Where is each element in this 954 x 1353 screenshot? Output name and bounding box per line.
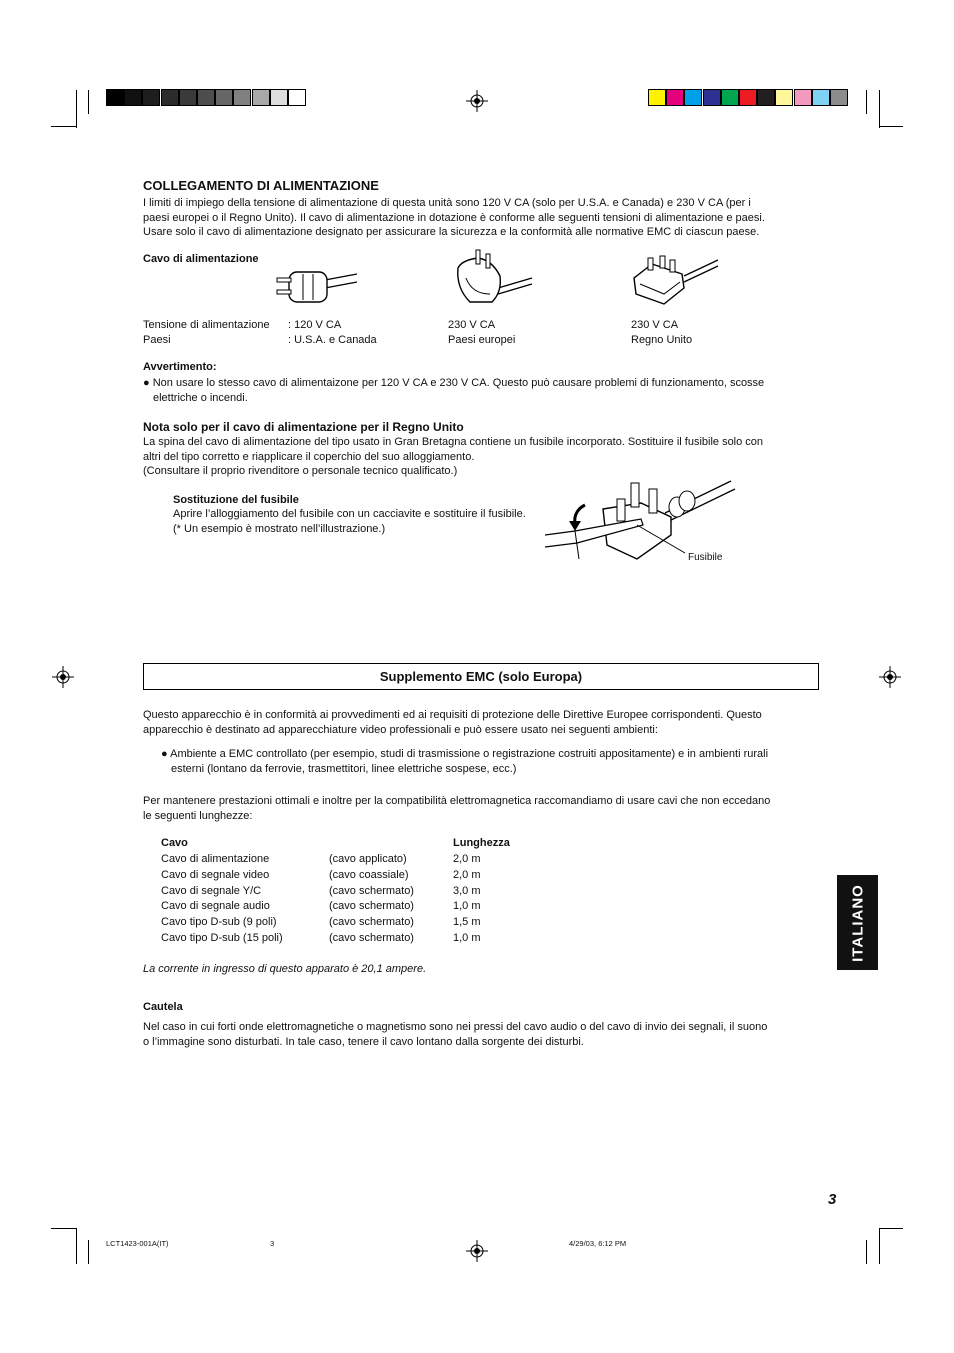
color-swatch	[739, 89, 757, 106]
footer-page: 3	[270, 1239, 275, 1248]
table-cell-cable: Cavo di segnale Y/C	[161, 884, 262, 897]
table-cell-cable: Cavo tipo D-sub (15 poli)	[161, 932, 283, 944]
fuse-text	[173, 507, 563, 536]
color-swatch	[812, 89, 830, 106]
plug-voltage: : 120 V CA	[288, 319, 342, 331]
uk-note-heading: Nota solo per il cavo di alimentazione per il Regno Unito	[143, 420, 464, 434]
text-line: le seguenti lunghezze:	[143, 809, 253, 822]
color-swatch	[124, 89, 142, 106]
table-cell-type: (cavo schermato)	[329, 884, 414, 897]
text-line: Aprire l’alloggiamento del fusibile con un cacciavite e sostituire il fusibile.	[173, 508, 526, 520]
uk-plug-icon	[630, 254, 720, 306]
emc-title-box	[143, 663, 819, 690]
text-line: (* Un esempio è mostrato nell’illustrazione.)	[173, 522, 386, 535]
table-header-cable: Cavo	[161, 837, 188, 849]
eu-plug-icon	[452, 248, 534, 308]
color-swatch	[666, 89, 684, 106]
text-line: esterni (lontano da ferrovie, trasmettitori, linee elettriche sospese, ecc.)	[171, 762, 517, 775]
color-swatch	[830, 89, 848, 106]
voltage-label: Tensione di alimentazione	[143, 319, 270, 331]
fuse-heading: Sostituzione del fusibile	[173, 494, 299, 506]
current-note: La corrente in ingresso di questo apparato è 20,1 ampere.	[143, 963, 427, 975]
plug-voltage: 230 V CA	[631, 319, 679, 331]
color-swatch	[233, 89, 251, 106]
color-swatch	[288, 89, 306, 106]
table-cell-length: 1,5 m	[453, 916, 481, 929]
color-swatch	[270, 89, 288, 106]
bullet-icon: ●	[143, 377, 150, 389]
language-tab-label: ITALIANO	[849, 883, 866, 962]
registration-mark-icon	[879, 666, 901, 688]
footer-doc-code: LCT1423-001A(IT)	[106, 1239, 169, 1248]
table-cell-cable: Cavo di segnale video	[161, 868, 270, 881]
text-line: Questo apparecchio è in conformità ai provvedimenti ed ai requisiti di protezione delle Direttive Europee corrispondenti. Questo	[143, 709, 762, 721]
color-swatch	[721, 89, 739, 106]
plug-country: Paesi europei	[448, 334, 516, 346]
table-cell-length: 1,0 m	[453, 900, 481, 913]
page-number: 3	[828, 1191, 837, 1208]
text-line: Per mantenere prestazioni ottimali e inoltre per la compatibilità elettromagnetica raccomandiamo di usare cavi che non eccedano	[143, 795, 771, 807]
text-line: Ambiente a EMC controllato (per esempio, studi di trasmissione o registrazione costruiti appositamente) e in ambienti rurali	[170, 748, 769, 760]
caution-heading: Cautela	[143, 1001, 183, 1013]
table-cell-length: 1,0 m	[453, 932, 481, 944]
table-cell-cable: Cavo di segnale audio	[161, 900, 270, 913]
table-cell-type: (cavo applicato)	[329, 853, 407, 865]
plug-country: : U.S.A. e Canada	[288, 334, 377, 346]
text-line: elettriche o incendi.	[153, 391, 248, 404]
color-swatch	[197, 89, 215, 106]
footer-date: 4/29/03, 6:12 PM	[569, 1239, 627, 1248]
country-label: Paesi	[143, 334, 171, 346]
table-cell-type: (cavo coassiale)	[329, 868, 409, 881]
table-cell-cable: Cavo di alimentazione	[161, 853, 270, 865]
plug-voltage: 230 V CA	[448, 319, 496, 331]
color-swatch	[161, 89, 179, 106]
emc-title: Supplemento EMC (solo Europa)	[379, 669, 583, 684]
text-line: altri del tipo corretto e riapplicare il coperchio del suo alloggiamento.	[143, 450, 475, 463]
table-cell-length: 2,0 m	[453, 868, 481, 881]
text-line: paesi europei o il Regno Unito). Il cavo di alimentazione in dotazione è conforme alle seguenti tensioni di alimentazione e paesi.	[143, 211, 765, 224]
warning-text	[143, 376, 823, 405]
color-swatch	[775, 89, 793, 106]
text-line: Non usare lo stesso cavo di alimentaizone per 120 V CA e 230 V CA. Questo può causare problemi di funzionamento, scosse	[152, 377, 765, 389]
bullet-icon: ●	[161, 748, 168, 760]
caution-text	[143, 1020, 823, 1049]
text-line: Nel caso in cui forti onde elettromagnetiche o magnetismo sono nei pressi del cavo audio o del cavo di invio dei segnali, il suono	[143, 1021, 768, 1033]
cable-heading: Cavo di alimentazione	[143, 253, 259, 265]
power-intro	[143, 196, 823, 240]
color-swatch	[142, 89, 160, 106]
table-cell-type: (cavo schermato)	[329, 932, 414, 944]
registration-mark-icon	[466, 1240, 488, 1262]
text-line: I limiti di impiego della tensione di alimentazione di questa unità sono 120 V CA (solo per U.S.A. e Canada) e 230 V CA (per i	[143, 197, 751, 209]
language-tab	[837, 875, 878, 970]
color-swatch	[252, 89, 270, 106]
table-cell-type: (cavo schermato)	[329, 916, 414, 929]
text-line: apparecchio è destinato ad apparecchiature video professionali e può essere usato nei seguenti ambienti:	[143, 723, 658, 736]
table-cell-length: 3,0 m	[453, 884, 481, 897]
us-plug-icon	[275, 266, 359, 306]
section-title-power: COLLEGAMENTO DI ALIMENTAZIONE	[143, 178, 379, 193]
registration-mark-icon	[52, 666, 74, 688]
color-swatch	[179, 89, 197, 106]
color-swatch	[648, 89, 666, 106]
color-swatch	[684, 89, 702, 106]
color-swatch	[106, 89, 124, 106]
text-line: La spina del cavo di alimentazione del tipo usato in Gran Bretagna contiene un fusibile incorporato. Sostituire il fusibile solo con	[143, 436, 764, 448]
text-line: Usare solo il cavo di alimentazione designato per assicurare la sicurezza e la conformità alle normative EMC di ciascun paese.	[143, 226, 760, 238]
uk-note-text	[143, 435, 823, 479]
color-swatch	[703, 89, 721, 106]
text-line: o l’immagine sono disturbati. In tale caso, tenere il cavo lontano dalla sorgente dei disturbi.	[143, 1035, 584, 1048]
color-swatch	[757, 89, 775, 106]
plug-country: Regno Unito	[631, 334, 693, 346]
emc-intro	[143, 708, 823, 737]
fuse-callout-label: Fusibile	[688, 552, 723, 563]
color-swatch	[215, 89, 233, 106]
emc-bullet	[161, 747, 821, 776]
table-cell-length: 2,0 m	[453, 853, 481, 865]
warning-heading: Avvertimento:	[143, 361, 217, 373]
table-cell-type: (cavo schermato)	[329, 900, 414, 913]
text-line: (Consultare il proprio rivenditore o personale tecnico qualificato.)	[143, 465, 458, 477]
registration-mark-icon	[466, 90, 488, 112]
cable-intro	[143, 794, 823, 823]
table-header-length: Lunghezza	[453, 837, 510, 849]
table-cell-cable: Cavo tipo D-sub (9 poli)	[161, 916, 277, 929]
color-swatch	[794, 89, 812, 106]
